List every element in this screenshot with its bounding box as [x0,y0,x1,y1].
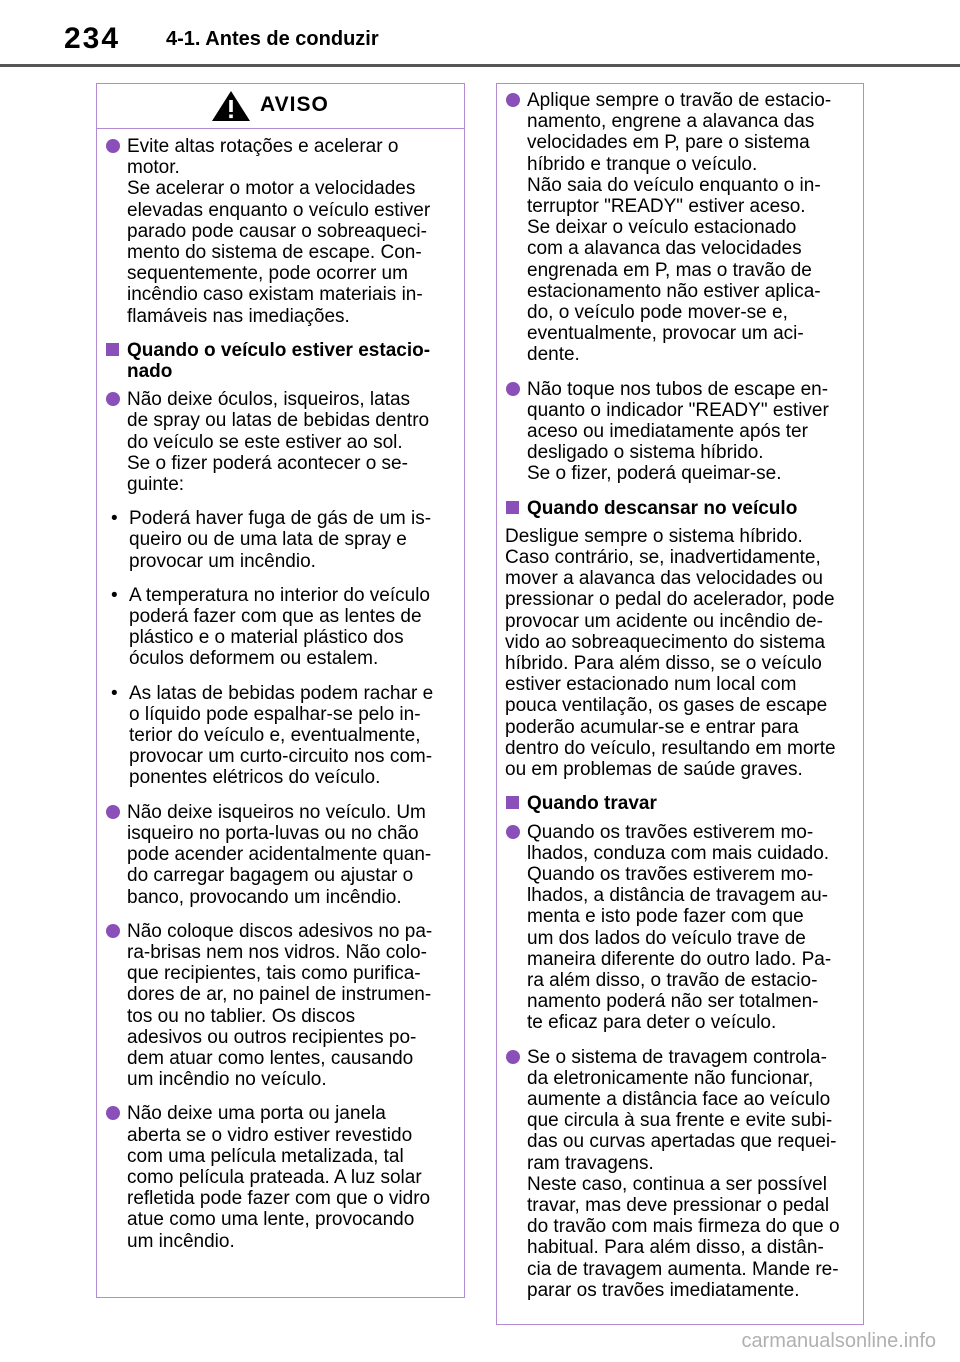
watermark: carmanualsonline.info [741,1330,936,1352]
text-line: estacionamento não estiver aplica- [527,280,821,302]
text-line: atue como uma lente, provocando [127,1209,415,1231]
sub-list-item [105,508,450,572]
text-line: Quando o veículo estiver estacio- [127,339,431,361]
text-line: engrenada em P, mas o travão de [527,259,812,281]
text-line: A temperatura no interior do veículo [129,584,431,606]
bullet-dot-icon [106,924,120,938]
text-line: como película prateada. A luz solar [127,1166,422,1188]
list-item [105,802,450,908]
aviso-content-right [497,84,863,1301]
text-line: sequentemente, pode ocorrer um [127,263,408,285]
text-line: provocar um acidente ou incêndio de- [505,610,823,632]
text-line: namento, engrene a alavanca das [527,111,815,133]
text-line: Neste caso, continua a ser possível [527,1173,827,1195]
aviso-header [97,84,464,129]
text-line: um incêndio no veículo. [127,1069,327,1091]
text-line: motor. [127,157,180,179]
subheading [105,340,450,382]
text-line: Aplique sempre o travão de estacio- [527,90,832,111]
text-line: Se deixar o veículo estacionado [527,217,797,239]
text-line: eventualmente, provocar um aci- [527,323,804,345]
dash-marker: • [111,584,118,606]
text-line: refletida pode fazer com que o vidro [127,1188,431,1210]
subheading [505,793,849,814]
bullet-dot-icon [106,1106,120,1120]
text-line: Evite altas rotações e acelerar o [127,136,399,157]
bullet-dot-icon [506,1050,520,1064]
dash-marker: • [111,682,118,704]
text-line: poderá fazer com que as lentes de [129,606,422,628]
text-line: provocar um curto-circuito nos com- [129,746,433,768]
text-line: híbrido e tranque o veículo. [527,153,758,175]
text-line: dentro do veículo, resultando em morte [505,737,836,759]
text-line: plástico e o material plástico dos [129,627,404,649]
list-item [505,90,849,366]
text-line: provocar um incêndio. [129,550,316,572]
text-line: dem atuar como lentes, causando [127,1047,414,1069]
text-line: Não toque nos tubos de escape en- [527,378,829,400]
text-line: aceso ou imediatamente após ter [527,421,808,443]
text-line: As latas de bebidas podem rachar e [129,682,434,704]
warning-icon [211,90,251,122]
text-line: lhados, conduza com mais cuidado. [527,842,830,864]
list-item [505,822,849,1034]
text-line: Não deixe uma porta ou janela [127,1103,386,1125]
text-line: aumente a distância face ao veículo [527,1088,831,1110]
text-line: Se o fizer, poderá queimar-se. [527,463,782,485]
text-line: das ou curvas apertadas que requei- [527,1131,837,1153]
text-line: nado [127,361,173,383]
text-line: velocidades em P, pare o sistema [527,132,810,154]
text-line: tos ou no tablier. Os discos [127,1005,356,1027]
paragraph [505,526,849,780]
dash-marker: • [111,508,118,530]
list-item [105,1103,450,1251]
text-line: com uma película metalizada, tal [127,1145,404,1167]
text-line: desligado o sistema híbrido. [527,442,764,464]
text-line: Não coloque discos adesivos no pa- [127,920,433,942]
text-line: namento poderá não ser totalmen- [527,991,819,1013]
text-line: maneira diferente do outro lado. Pa- [527,948,832,970]
text-line: Não deixe isqueiros no veículo. Um [127,801,426,823]
text-line: que recipientes, tais como purifica- [127,963,421,985]
text-line: Quando travar [527,793,657,815]
sub-list-item [105,683,450,789]
text-line: travar, mas deve pressionar o pedal [527,1194,830,1216]
text-line: um dos lados do veículo trave de [527,927,806,949]
list-item [505,379,849,485]
text-line: isqueiro no porta-luvas ou no chão [127,822,419,844]
text-line: parar os travões imediatamente. [527,1279,800,1301]
square-bullet-icon [506,796,519,809]
text-line: lhados, a distância de travagem au- [527,885,829,907]
list-item [505,1047,849,1301]
text-line: aberta se o vidro estiver revestido [127,1124,413,1146]
text-line: que circula à sua frente e evite subi- [527,1110,833,1132]
list-item [105,389,450,495]
page-number: 234 [64,22,121,55]
page-header [0,0,960,66]
text-line: ram travagens. [527,1152,654,1174]
text-line: pode acender acidentalmente quan- [127,844,432,866]
text-line: parado pode causar o sobreaqueci- [127,220,427,242]
section-title: 4-1. Antes de conduzir [166,28,379,50]
aviso-box-continued [496,83,864,1325]
text-line: Se acelerar o motor a velocidades [127,178,416,200]
text-line: do veículo se este estiver ao sol. [127,431,403,453]
text-line: Quando os travões estiverem mo- [527,821,814,843]
text-line: guinte: [127,474,185,496]
sub-list-item [105,585,450,670]
text-line: com a alavanca das velocidades [527,238,802,260]
text-line: híbrido. Para além disso, se o veículo [505,653,822,675]
text-line: mover a alavanca das velocidades ou [505,568,823,590]
text-line: o líquido pode espalhar-se pelo in- [129,703,421,725]
text-line: habitual. Para além disso, a distân- [527,1237,824,1259]
bullet-dot-icon [106,392,120,406]
text-line: banco, provocando um incêndio. [127,886,402,908]
text-line: ou em problemas de saúde graves. [505,759,803,781]
text-line: Se o sistema de travagem controla- [527,1046,827,1068]
text-line: queiro ou de uma lata de spray e [129,529,407,551]
square-bullet-icon [506,501,519,514]
text-line: Se o fizer poderá acontecer o se- [127,452,408,474]
text-line: Quando descansar no veículo [527,497,798,519]
text-line: vido ao sobreaquecimento do sistema [505,631,826,653]
text-line: ra-brisas nem nos vidros. Não colo- [127,941,427,963]
aviso-label: AVISO [260,93,329,116]
text-line: do, o veículo pode mover-se e, [527,302,788,324]
text-line: pressionar o pedal do acelerador, pode [505,589,835,611]
bullet-dot-icon [506,382,520,396]
subheading [505,498,849,519]
text-line: do carregar bagagem ou ajustar o [127,865,414,887]
text-line: Quando os travões estiverem mo- [527,863,814,885]
header-rule [0,64,960,67]
text-line: cia de travagem aumenta. Mande re- [527,1258,839,1280]
text-line: adesivos ou outros recipientes po- [127,1026,417,1048]
text-line: ponentes elétricos do veículo. [129,767,381,789]
bullet-dot-icon [106,139,120,153]
text-line: flamáveis nas imediações. [127,305,350,327]
text-line: pouca ventilação, os gases de escape [505,695,828,717]
text-line: dente. [527,344,580,366]
text-line: Caso contrário, se, inadvertidamente, [505,547,821,569]
text-line: dores de ar, no painel de instrumen- [127,984,432,1006]
text-line: óculos deformem ou estalem. [129,648,379,670]
text-line: quanto o indicador "READY" estiver [527,399,829,421]
text-line: Desligue sempre o sistema híbrido. [505,525,803,547]
text-line: terior do veículo e, eventualmente, [129,725,421,747]
text-line: Poderá haver fuga de gás de um is- [129,508,432,530]
list-item [105,921,450,1091]
text-line: mento do sistema de escape. Con- [127,242,422,264]
text-line: terruptor "READY" estiver aceso. [527,196,806,218]
text-line: de spray ou latas de bebidas dentro [127,410,430,432]
bullet-dot-icon [506,825,520,839]
text-line: ra além disso, o travão de estacio- [527,969,818,991]
text-line: menta e isto pode fazer com que [527,906,804,928]
text-line: da eletronicamente não funcionar, [527,1067,814,1089]
square-bullet-icon [106,343,119,356]
text-line: um incêndio. [127,1230,235,1252]
bullet-dot-icon [506,93,520,107]
text-line: poderão acumular-se e entrar para [505,716,799,738]
text-line: do travão com mais firmeza do que o [527,1216,840,1238]
text-line: Não saia do veículo enquanto o in- [527,174,821,196]
aviso-box [96,83,465,1298]
text-line: elevadas enquanto o veículo estiver [127,199,431,221]
text-line: Não deixe óculos, isqueiros, latas [127,389,411,411]
bullet-dot-icon [106,805,120,819]
aviso-content-left [97,129,464,1252]
text-line: te eficaz para deter o veículo. [527,1012,777,1034]
list-item [105,136,450,327]
text-line: estiver estacionado num local com [505,674,797,696]
text-line: incêndio caso existam materiais in- [127,284,423,306]
